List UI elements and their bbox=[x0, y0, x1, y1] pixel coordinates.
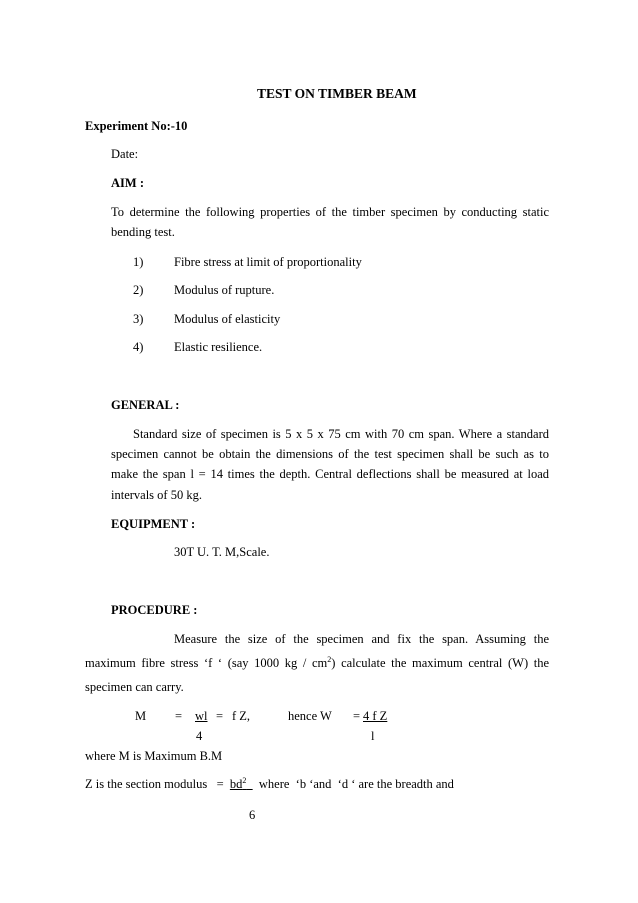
list-item-text: Modulus of elasticity bbox=[174, 312, 281, 326]
formula-numerator-wl: wl bbox=[195, 709, 208, 723]
list-item-number: 4) bbox=[133, 340, 144, 354]
formula-equals: = bbox=[175, 709, 183, 723]
where-m-text: where M is Maximum B.M bbox=[85, 749, 223, 763]
list-item-number: 2) bbox=[133, 283, 144, 297]
date-label: Date: bbox=[111, 147, 139, 161]
formula-denominator-4: 4 bbox=[196, 729, 203, 743]
superscript: 2 bbox=[327, 655, 332, 664]
procedure-text-line-1: Measure the size of the specimen and fix the span. Assuming the bbox=[174, 632, 549, 646]
formula-fz: f Z, bbox=[232, 709, 251, 723]
procedure-text-line-2: maximum fibre stress ‘f ‘ (say 1000 kg / $cm^2$) calculate the maximum central (W) the bbox=[85, 655, 550, 670]
aim-text-line-2: bending test. bbox=[111, 225, 175, 239]
general-text-line-2: specimen cannot be obtain the dimensions of the test specimen shall be such as to bbox=[111, 447, 549, 461]
equipment-text: 30T U. T. M,Scale. bbox=[174, 545, 270, 559]
equipment-heading: EQUIPMENT : bbox=[111, 517, 196, 531]
page-number: 6 bbox=[249, 808, 256, 822]
superscript: 2 bbox=[242, 776, 247, 785]
aim-text-line-1: To determine the following properties of the timber specimen by conducting static bbox=[111, 205, 549, 219]
list-item-text: Fibre stress at limit of proportionality bbox=[174, 255, 362, 269]
formula-equals: = bbox=[216, 709, 224, 723]
page-title: TEST ON TIMBER BEAM bbox=[257, 86, 417, 101]
formula-numerator-4fz: 4 f Z bbox=[363, 709, 388, 723]
general-text-line-4: intervals of 50 kg. bbox=[111, 488, 202, 502]
section-modulus-text: Z is the section modulus = $bd^2$ where ‘b ‘and ‘d ‘ are the breadth and bbox=[85, 776, 454, 791]
general-text-line-1: Standard size of specimen is 5 x 5 x 75 cm with 70 cm span. Where a standard bbox=[133, 427, 549, 441]
experiment-number: Experiment No:-10 bbox=[85, 119, 188, 133]
formula-equals: = bbox=[353, 709, 361, 723]
list-item-number: 1) bbox=[133, 255, 144, 269]
general-text-line-3: make the span l = 14 times the depth. Central deflections shall be measured at load bbox=[111, 467, 549, 481]
list-item-text: Elastic resilience. bbox=[174, 340, 263, 354]
list-item-text: Modulus of rupture. bbox=[174, 283, 275, 297]
formula-m: M bbox=[135, 709, 147, 723]
formula-hence-w: hence W bbox=[288, 709, 332, 723]
aim-heading: AIM : bbox=[111, 176, 144, 190]
general-heading: GENERAL : bbox=[111, 398, 180, 412]
formula-denominator-l: l bbox=[371, 729, 375, 743]
procedure-heading: PROCEDURE : bbox=[111, 603, 198, 617]
list-item-number: 3) bbox=[133, 312, 144, 326]
procedure-text-line-3: specimen can carry. bbox=[85, 680, 184, 694]
